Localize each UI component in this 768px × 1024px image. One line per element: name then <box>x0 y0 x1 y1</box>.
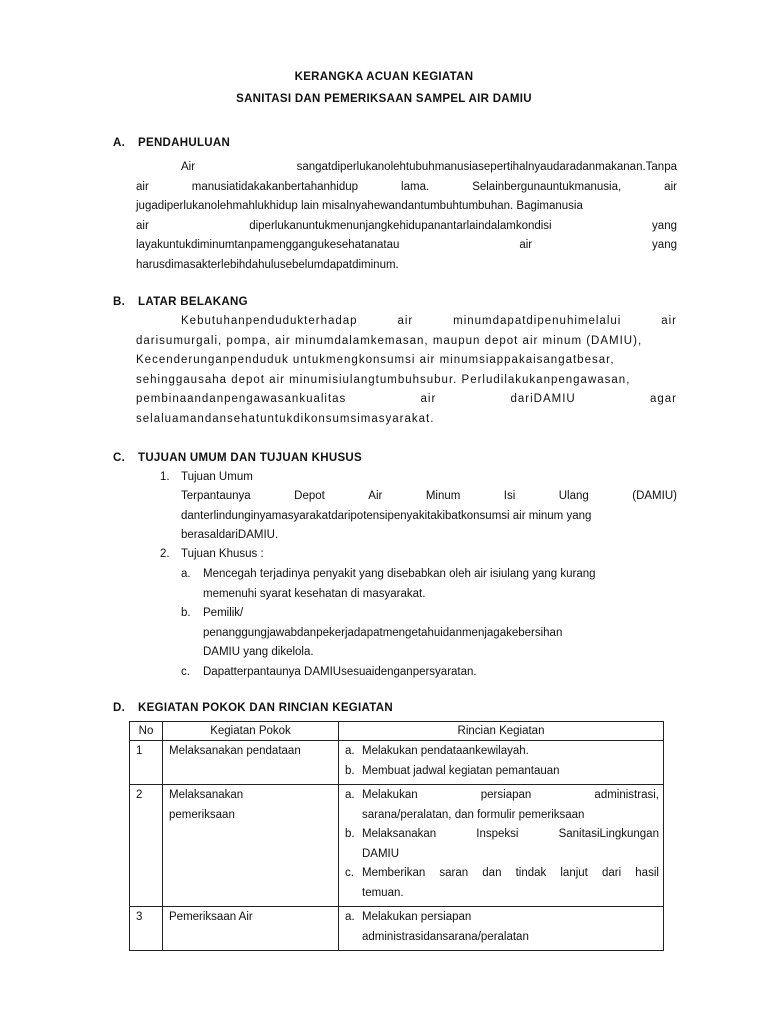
cell-kegiatan-pokok <box>163 785 339 907</box>
text-word: Ulang <box>558 490 589 502</box>
section-title: PENDAHULUAN <box>138 137 231 149</box>
text-word: temuan. <box>362 886 404 899</box>
text-word: Melakukan pendataankewilayah. <box>362 745 529 757</box>
text-word: jugadiperlukanolehmahlukhidup lain misalnyahewandantumbuhtumbuhan. Bagimanusia <box>136 200 583 212</box>
section-letter: A. <box>113 137 126 149</box>
text-line <box>362 825 659 845</box>
rincian-marker <box>345 908 362 947</box>
text-line <box>136 239 677 251</box>
text-word: air <box>136 219 149 232</box>
text-word: lama. <box>401 180 430 193</box>
text-word: Memberikan <box>362 867 426 879</box>
text-word: administrasidansarana/peralatan <box>362 930 529 943</box>
text-word: persiapan <box>480 789 532 801</box>
rincian-text <box>362 742 659 762</box>
row-number: 2 <box>136 789 143 801</box>
rincian-text <box>362 864 659 903</box>
text-word: manusiatidakakanbertahanhidup <box>191 180 359 193</box>
text-word: Kecenderunganpenduduk untukmengkonsumsi air minumsiappakaisangatbesar, <box>136 354 615 366</box>
table-header-row <box>130 722 664 741</box>
text-line <box>362 845 659 865</box>
text-word: danterlindunginyamasyarakatdaripotensipenyakitakibatkonsumsi air minum yang <box>181 509 592 522</box>
text-word: air <box>136 180 149 193</box>
cell-content <box>130 907 162 931</box>
text-word: Melakukan <box>362 789 418 801</box>
text-word: hasil <box>635 867 659 879</box>
text-word: dan <box>482 867 502 879</box>
document-title: KERANGKA ACUAN KEGIATAN <box>294 71 474 83</box>
row-number: 3 <box>136 911 143 923</box>
text-line <box>362 786 659 806</box>
text-line <box>362 762 659 782</box>
text-line <box>181 490 677 502</box>
list-number: 2. <box>160 548 170 560</box>
list-item-text: Pemilik/ <box>203 607 244 619</box>
section-c-heading <box>113 452 362 464</box>
rincian-text <box>362 786 659 825</box>
marker-text: a. <box>345 789 355 801</box>
list-item-text: memenuhi syarat kesehatan di masyarakat. <box>203 587 426 600</box>
text-word: pembinaandanpengawasankualitas <box>136 393 347 405</box>
text-line <box>362 908 659 928</box>
cell-no <box>130 907 163 951</box>
rincian-item <box>345 786 659 825</box>
list-label: Tujuan Umum <box>181 471 253 483</box>
text-line <box>362 806 659 826</box>
text-word: yang <box>652 219 677 232</box>
text-word: Minum <box>425 490 461 502</box>
text-word: dariDAMIU <box>510 393 576 405</box>
rincian-text <box>362 908 659 947</box>
text-line <box>362 864 659 884</box>
text-line <box>181 529 677 541</box>
rincian-text <box>362 825 659 864</box>
text-word: darisumurgali, pompa, air minumdalamkemasan, maupun depot air minum (DAMIU), <box>136 334 643 347</box>
rincian-item <box>345 908 659 947</box>
rincian-marker <box>345 825 362 864</box>
text-line <box>136 393 677 405</box>
list-item-text: Dapatterpantaunya DAMIUsesuaidenganpersyaratan. <box>203 665 477 678</box>
text-word: yang <box>652 239 677 251</box>
section-a-heading <box>113 137 230 149</box>
cell-no <box>130 741 163 785</box>
cell-rincian <box>339 907 664 951</box>
marker-text: b. <box>345 764 355 777</box>
section-letter: C. <box>113 452 126 464</box>
text-line <box>136 354 677 366</box>
cell-no <box>130 785 163 907</box>
text-word: Air <box>181 161 196 173</box>
list-marker: a. <box>181 568 191 580</box>
kegiatan-pokok-text: pemeriksaan <box>169 808 235 821</box>
table-row <box>130 741 664 785</box>
cell-content <box>163 907 338 931</box>
text-word: harusdimasakterlebihdahulusebelumdapatdiminum. <box>136 258 399 271</box>
list-number: 1. <box>160 471 170 483</box>
rincian-item <box>345 742 659 762</box>
text-word: Inspeksi <box>476 828 519 840</box>
marker-text: a. <box>345 745 355 757</box>
rincian-marker <box>345 864 362 903</box>
text-word: saran <box>439 867 469 879</box>
cell-kegiatan-pokok <box>163 907 339 951</box>
text-line <box>181 315 677 327</box>
cell-content <box>130 785 162 809</box>
text-word: minumdapatdipenuhimelalui <box>453 315 622 327</box>
text-word: diperlukanuntukmenunjangkehidupanantarlaindalamkondisi <box>249 219 552 232</box>
kegiatan-pokok-text: Melaksanakan <box>169 789 244 801</box>
marker-text: a. <box>345 911 355 923</box>
section-title: KEGIATAN POKOK DAN RINCIAN KEGIATAN <box>138 702 393 714</box>
document-subtitle: SANITASI DAN PEMERIKSAAN SAMPEL AIR DAMIU <box>236 93 532 105</box>
cell-content <box>339 741 663 784</box>
text-line <box>181 510 677 522</box>
text-word: lanjut <box>560 867 588 879</box>
text-line <box>181 161 677 173</box>
column-header-kegiatan: Kegiatan Pokok <box>163 722 339 741</box>
text-line <box>136 374 677 386</box>
table-row <box>130 907 664 951</box>
text-word: berasaldariDAMIU. <box>181 529 279 541</box>
text-word: SanitasiLingkungan <box>558 828 659 840</box>
table-body <box>130 741 664 951</box>
text-line <box>362 742 659 762</box>
text-line <box>136 181 677 193</box>
kegiatan-pokok-text: Pemeriksaan Air <box>169 911 253 923</box>
text-line <box>136 200 677 212</box>
list-item-text: DAMIU yang dikelola. <box>203 646 314 658</box>
cell-rincian <box>339 785 664 907</box>
text-word: Isi <box>503 490 516 502</box>
text-word: administrasi, <box>594 789 659 801</box>
table-row <box>130 785 664 907</box>
text-word: Selainbergunauntukmanusia, <box>472 180 622 193</box>
list-item-text: penanggungjawabdanpekerjadapatmengetahuidanmenjagakebersihan <box>203 626 563 639</box>
column-header-no: No <box>130 722 163 741</box>
cell-rincian <box>339 741 664 785</box>
cell-content <box>339 785 663 906</box>
text-word: Membuat jadwal kegiatan pemantauan <box>362 764 560 777</box>
text-line <box>362 884 659 904</box>
text-line <box>362 928 659 948</box>
text-word: Air <box>368 490 383 502</box>
text-word: air <box>420 393 437 405</box>
text-word: sehinggausaha depot air minumisiulangtumbuhsubur. Perludilakukanpengawasan, <box>136 373 631 386</box>
text-word: Melakukan persiapan <box>362 911 472 923</box>
cell-content <box>339 907 663 950</box>
section-b-heading <box>113 296 248 308</box>
text-word: selaluamandansehatuntukdikonsumsimasyarakat. <box>136 412 435 425</box>
rincian-item <box>345 864 659 903</box>
section-d-heading <box>113 702 393 714</box>
marker-text: c. <box>345 867 354 879</box>
text-word: Terpantaunya <box>181 490 251 502</box>
rincian-marker <box>345 786 362 825</box>
text-line <box>136 259 677 271</box>
list-item-text: Mencegah terjadinya penyakit yang disebabkan oleh air isiulang yang kurang <box>203 568 596 580</box>
text-word: sarana/peralatan, dan formulir pemeriksaan <box>362 808 585 821</box>
text-word: agar <box>649 393 677 405</box>
text-word: air <box>519 239 533 251</box>
list-marker: b. <box>181 607 191 619</box>
text-word: Depot <box>294 490 325 502</box>
section-letter: D. <box>113 702 126 714</box>
text-word: Melaksanakan <box>362 828 437 840</box>
text-word: air <box>661 315 677 327</box>
section-letter: B. <box>113 296 126 308</box>
text-word: dari <box>601 867 622 879</box>
rincian-text <box>362 762 659 782</box>
text-word: tindak <box>515 867 547 879</box>
cell-content <box>163 741 338 765</box>
text-line <box>136 220 677 232</box>
cell-content <box>130 741 162 765</box>
text-word: Kebutuhanpendudukterhadap <box>181 315 358 327</box>
cell-kegiatan-pokok <box>163 741 339 785</box>
kegiatan-pokok-text: Melaksanakan pendataan <box>169 745 301 757</box>
section-title: TUJUAN UMUM DAN TUJUAN KHUSUS <box>138 452 363 464</box>
text-word: air <box>664 180 677 193</box>
list-marker: c. <box>181 665 190 678</box>
row-number: 1 <box>136 745 143 757</box>
rincian-marker <box>345 762 362 782</box>
text-line <box>136 413 677 425</box>
cell-content <box>163 785 338 828</box>
text-word: layakuntukdiminumtanpamenggangukesehatanatau <box>136 239 400 251</box>
text-line <box>136 335 677 347</box>
text-word: (DAMIU) <box>632 490 677 502</box>
text-word: sangatdiperlukanolehtubuhmanusiasepertihalnyaudaradanmakanan.Tanpa <box>296 161 677 173</box>
kegiatan-table <box>129 721 664 951</box>
rincian-item <box>345 825 659 864</box>
section-title: LATAR BELAKANG <box>138 296 248 308</box>
text-word: air <box>397 315 414 327</box>
rincian-marker <box>345 742 362 762</box>
marker-text: b. <box>345 828 355 840</box>
text-word: DAMIU <box>362 847 400 860</box>
column-header-rincian: Rincian Kegiatan <box>339 722 664 741</box>
list-label: Tujuan Khusus : <box>181 548 264 560</box>
rincian-item <box>345 762 659 782</box>
